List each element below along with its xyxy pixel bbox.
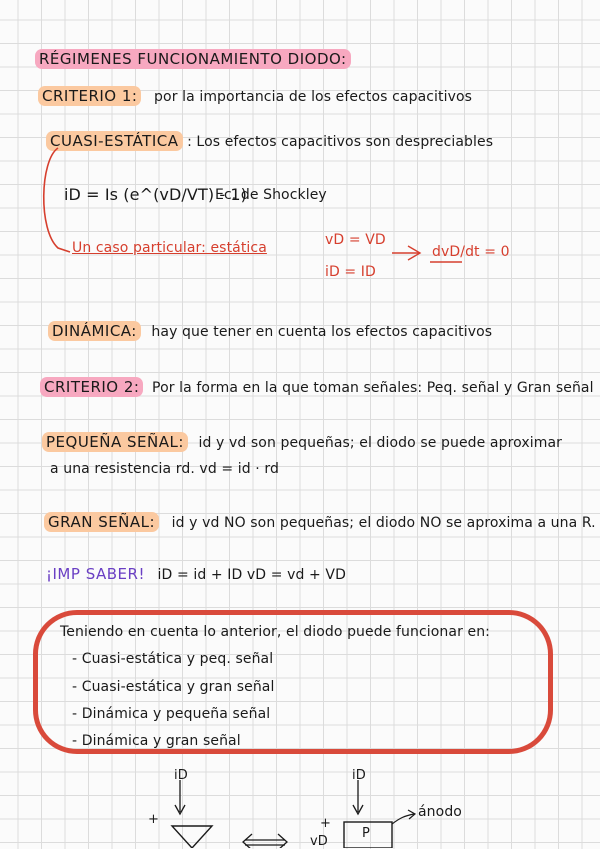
dinamica-text: hay que tener en cuenta los efectos capacitivos bbox=[151, 324, 493, 340]
diagram-voltage-right: vD bbox=[310, 834, 328, 849]
diagram-plus-right: + bbox=[320, 816, 331, 831]
dinamica-label: DINÁMICA: bbox=[48, 321, 141, 341]
diagram-current-left: iD bbox=[174, 768, 188, 783]
eq-vd-static: vD = VD bbox=[325, 232, 386, 248]
box-item-4: - Dinámica y gran señal bbox=[72, 733, 241, 749]
eq-derivative: dvD/dt = 0 bbox=[432, 244, 510, 260]
pequena-text-1: id y vd son pequeñas; el diodo se puede aproximar bbox=[198, 435, 563, 451]
criterio-2-label: CRITERIO 2: bbox=[40, 377, 143, 397]
imp-text: iD = id + ID vD = vd + VD bbox=[157, 567, 346, 583]
criterio-1-text: por la importancia de los efectos capacitivos bbox=[154, 89, 473, 105]
criterio-2-text: Por la forma en la que toman señales: Peq. señal y Gran señal bbox=[152, 380, 594, 396]
particular-case: Un caso particular: estática bbox=[72, 240, 267, 256]
diagram-plus-left: + bbox=[148, 812, 159, 827]
cuasi-estatica-label: CUASI-ESTÁTICA bbox=[46, 131, 183, 151]
diagram-anode-label: ánodo bbox=[418, 804, 462, 820]
diagram-current-right: iD bbox=[352, 768, 366, 783]
box-item-1: - Cuasi-estática y peq. señal bbox=[72, 651, 274, 667]
shockley-equation: iD = Is (e^(vD/VT) - 1) bbox=[64, 185, 248, 204]
gran-text: id y vd NO son pequeñas; el diodo NO se aproxima a una R. bbox=[171, 515, 596, 531]
box-item-3: - Dinámica y pequeña señal bbox=[72, 706, 271, 722]
pequena-label: PEQUEÑA SEÑAL: bbox=[42, 432, 188, 452]
diagram-block-label: P bbox=[362, 826, 370, 841]
pequena-text-2: a una resistencia rd. vd = id · rd bbox=[50, 461, 279, 477]
box-item-2: - Cuasi-estática y gran señal bbox=[72, 679, 275, 695]
diode-triangle bbox=[172, 826, 212, 848]
shockley-name: Ec. de Shockley bbox=[215, 187, 327, 203]
box-intro: Teniendo en cuenta lo anterior, el diodo puede funcionar en: bbox=[60, 624, 490, 640]
gran-label: GRAN SEÑAL: bbox=[44, 512, 159, 532]
page-title: RÉGIMENES FUNCIONAMIENTO DIODO: bbox=[35, 49, 351, 69]
imp-label: ¡IMP SABER! bbox=[46, 565, 145, 583]
eq-id-static: iD = ID bbox=[325, 264, 376, 280]
criterio-1-label: CRITERIO 1: bbox=[38, 86, 141, 106]
cuasi-estatica-text: : Los efectos capacitivos son despreciables bbox=[187, 134, 494, 150]
